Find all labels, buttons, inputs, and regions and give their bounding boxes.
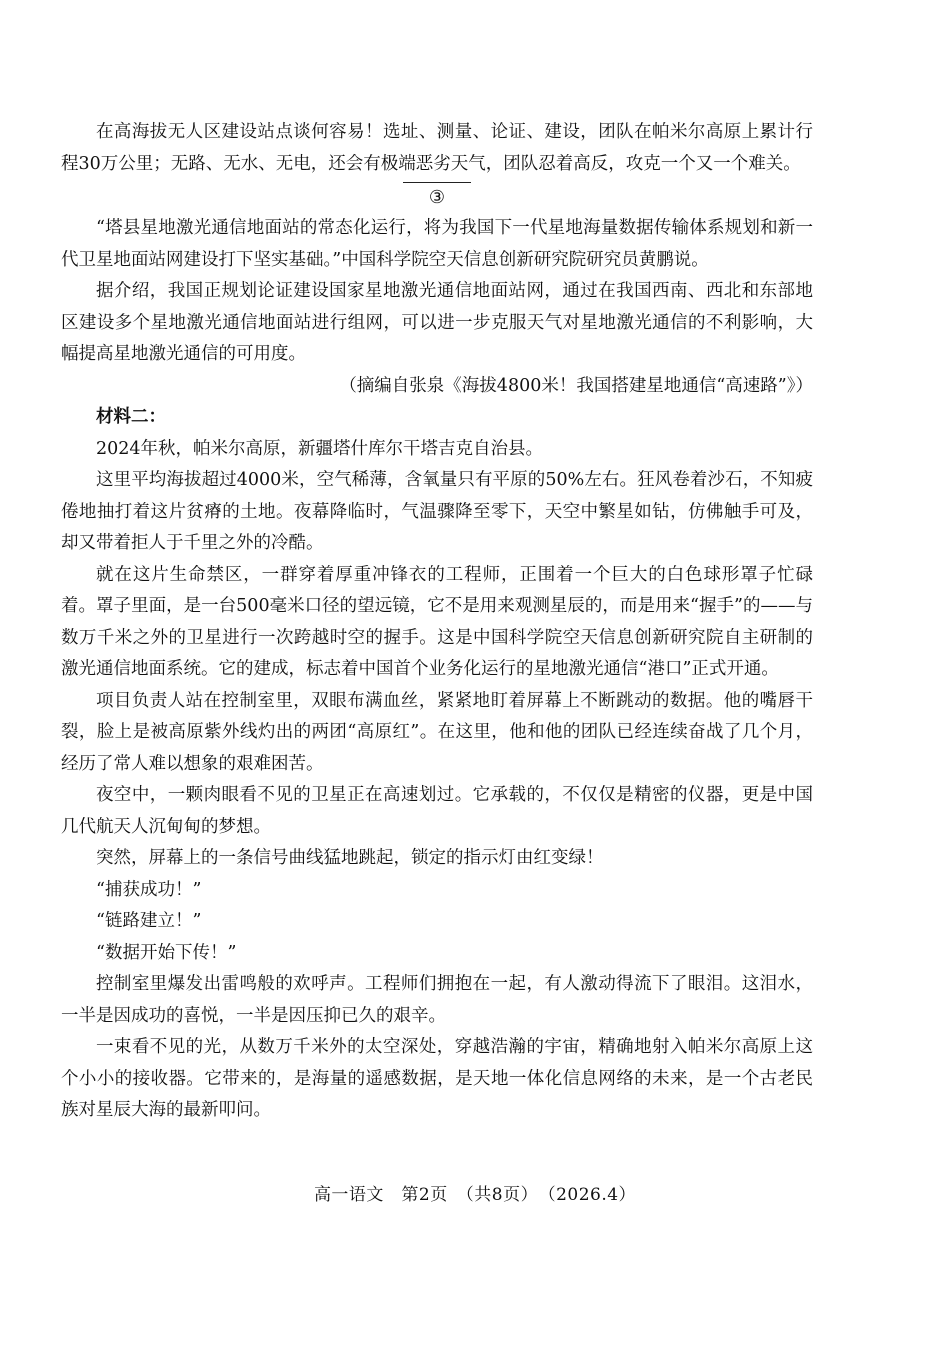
section-number [61,182,813,213]
paragraph: 就在这片生命禁区，一群穿着厚重冲锋衣的工程师，正围着一个巨大的白色球形罩子忙碌着。罩子里面，是一台500毫米口径的望远镜，它不是用来观测星辰的，而是用来“握手”的——与数万千米之外的卫星进行一次跨越时空的握手。这是中国科学院空天信息创新研究院自主研制的激光通信地面系统。它的建成，标志着中国首个业务化运行的星地激光通信“港口”正式开通。 [61,564,813,679]
paragraph: 一束看不见的光，从数万千米外的太空深处，穿越浩瀚的宇宙，精确地射入帕米尔高原上这个小小的接收器。它带来的，是海量的遥感数据，是天地一体化信息网络的未来，是一个古老民族对星辰大海的最新叩问。 [61,1037,813,1120]
paragraph: 2024年秋，帕米尔高原，新疆塔什库尔干塔吉克自治县。 [96,438,544,459]
material-heading: 材料二： [96,407,166,427]
paragraph: 控制室里爆发出雷鸣般的欢呼声。工程师们拥抱在一起，有人激动得流下了眼泪。这泪水，一半是因成功的喜悦，一半是因压抑已久的艰辛。 [61,974,813,1026]
dialogue-line: “捕获成功！” [96,879,202,900]
dialogue-line: “链路建立！” [96,911,202,931]
dialogue-line: “数据开始下传！” [96,942,237,963]
paragraph: 项目负责人站在控制室里，双眼布满血丝，紧紧地盯着屏幕上不断跳动的数据。他的嘴唇干裂，脸上是被高原紫外线灼出的两团“高原红”。在这里，他和他的团队已经连续奋战了几个月，经历了常人难以想象的艰难困苦。 [61,690,813,774]
page-footer: 高一语文 第2页 （共8页） （2026.4） [313,1185,637,1205]
paragraph: 夜空中，一颗肉眼看不见的卫星正在高速划过。它承载的，不仅仅是精密的仪器，更是中国几代航天人沉甸甸的梦想。 [61,785,813,837]
paragraph: 突然，屏幕上的一条信号曲线猛地跳起，锁定的指示灯由红变绿！ [96,848,604,868]
source-citation: （摘编自张泉《海拔4800米！我国搭建星地通信“高速路”》） [339,375,813,396]
paragraph: 据介绍，我国正规划论证建设国家星地激光通信地面站网，通过在我国西南、西北和东部地区建设多个星地激光通信地面站进行组网，可以进一步克服天气对星地激光通信的不利影响，大幅提高星地激光通信的可用度。 [61,281,813,364]
article-body [61,117,813,1127]
paragraph: “塔县星地激光通信地面站的常态化运行，将为我国下一代星地海量数据传输体系规划和新一代卫星地面站网建设打下坚实基础。”中国科学院空天信息创新研究院研究员黄鹏说。 [61,218,813,270]
paragraph: 这里平均海拔超过4000米，空气稀薄，含氧量只有平原的50%左右。狂风卷着沙石，不知疲倦地抽打着这片贫瘠的土地。夜幕降临时，气温骤降至零下，天空中繁星如钻，仿佛触手可及，却又带着拒人于千里之外的冷酷。 [61,470,813,553]
paragraph: 在高海拔无人区建设站点谈何容易！选址、测量、论证、建设，团队在帕米尔高原上累计行程30万公里；无路、无水、无电，还会有极端恶劣天气，团队忍着高反，攻克一个又一个难关。 [61,122,813,174]
section-number-label: ③ [403,182,471,213]
